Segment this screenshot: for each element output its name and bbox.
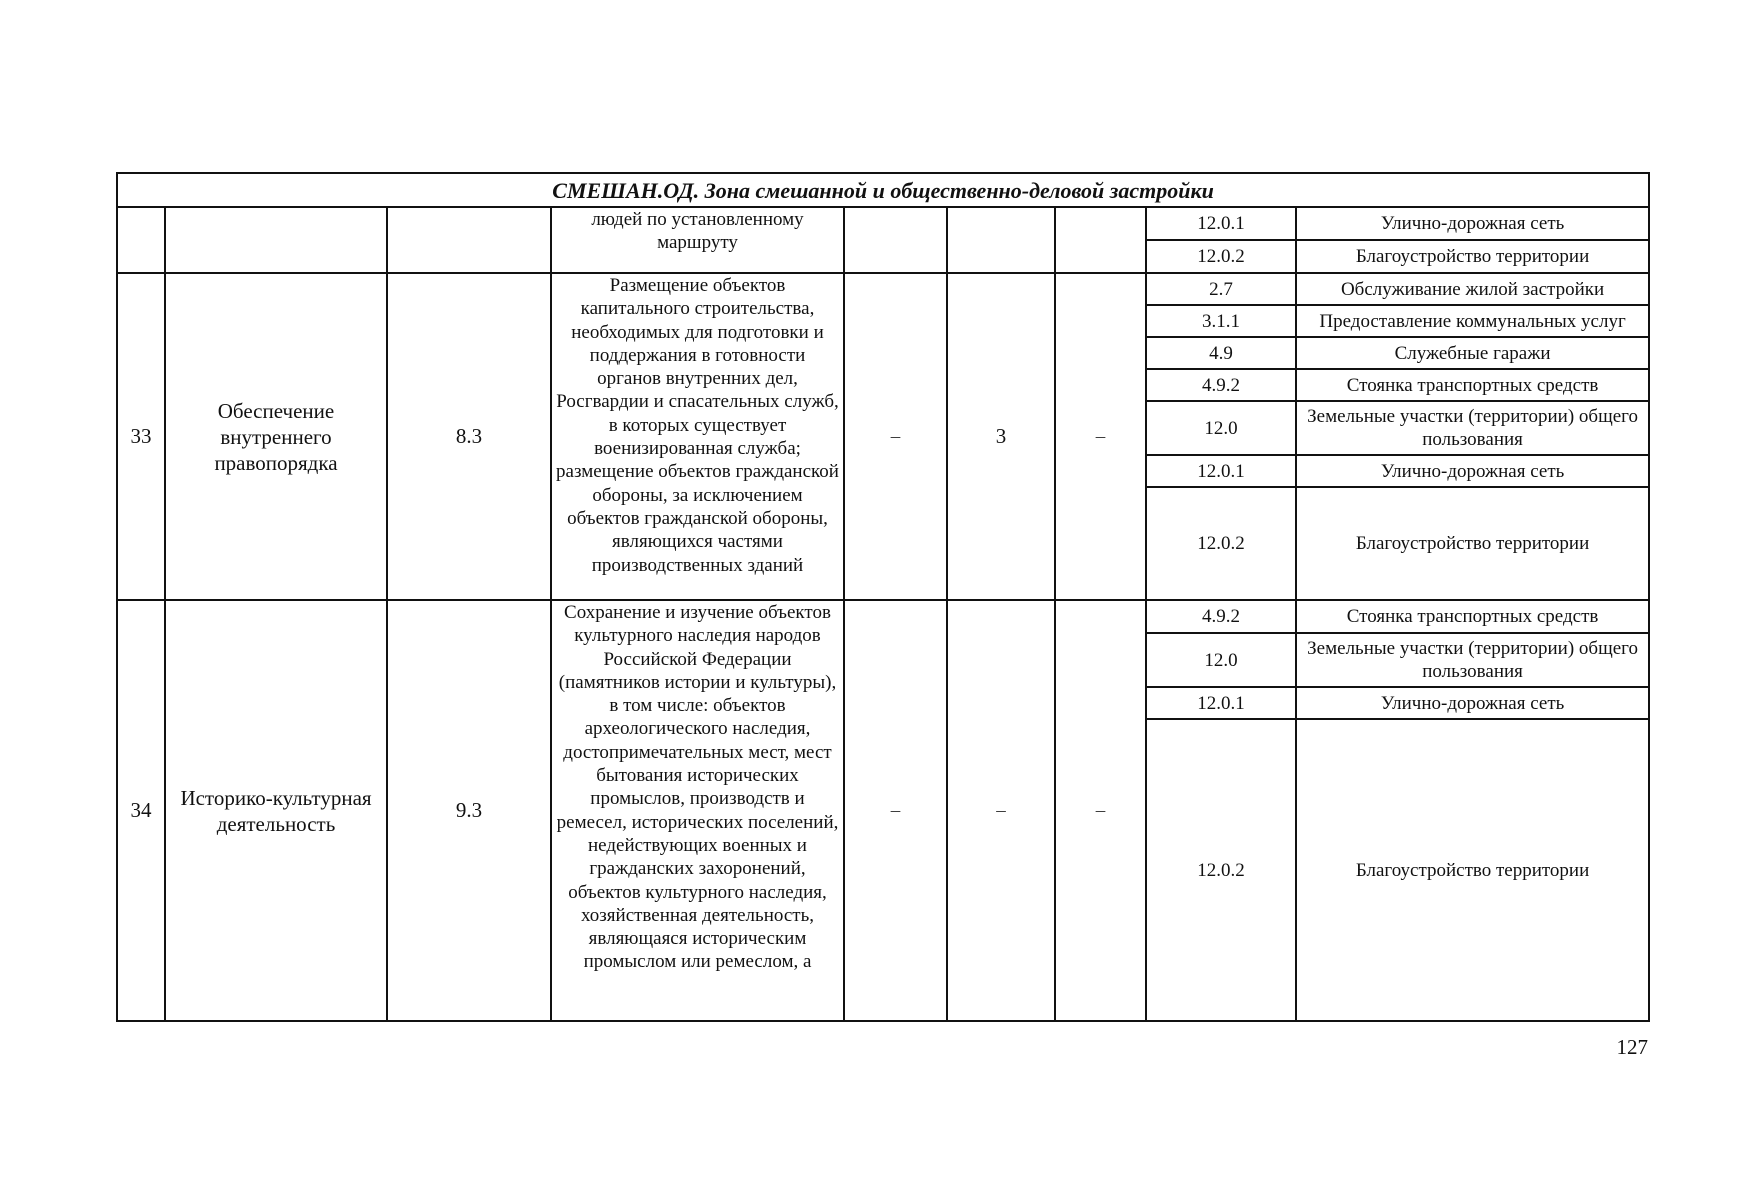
cell-code: 9.3 xyxy=(387,600,551,1021)
zoning-table xyxy=(116,172,1650,1022)
cell-col5: – xyxy=(844,273,947,600)
cell-name: Обеспечение внутреннего правопорядка xyxy=(165,273,387,600)
table-row xyxy=(117,600,1649,633)
vri-name: Благоустройство территории xyxy=(1296,240,1649,273)
vri-name: Благоустройство территории xyxy=(1296,719,1649,1021)
vri-name: Стоянка транспортных средств xyxy=(1296,369,1649,401)
cell-col7: – xyxy=(1055,600,1146,1021)
vri-code: 4.9.2 xyxy=(1146,369,1296,401)
cell-col6: – xyxy=(947,600,1055,1021)
cell-col7 xyxy=(1055,207,1146,273)
page-number: 127 xyxy=(1616,1035,1648,1059)
vri-name: Предоставление коммунальных услуг xyxy=(1296,305,1649,337)
table-title: СМЕШАН.ОД. Зона смешанной и общественно-деловой застройки xyxy=(117,173,1649,207)
cell-code xyxy=(387,207,551,273)
vri-code: 3.1.1 xyxy=(1146,305,1296,337)
cell-col5 xyxy=(844,207,947,273)
cell-num: 33 xyxy=(117,273,165,600)
table-title-row xyxy=(117,173,1649,207)
vri-name: Земельные участки (территории) общего пользования xyxy=(1296,633,1649,687)
cell-name: Историко-культурная деятельность xyxy=(165,600,387,1021)
vri-code: 12.0.1 xyxy=(1146,455,1296,487)
vri-name: Стоянка транспортных средств xyxy=(1296,600,1649,633)
vri-code: 12.0.2 xyxy=(1146,719,1296,1021)
cell-col6: 3 xyxy=(947,273,1055,600)
vri-name: Обслуживание жилой застройки xyxy=(1296,273,1649,305)
vri-code: 12.0.1 xyxy=(1146,207,1296,240)
vri-code: 2.7 xyxy=(1146,273,1296,305)
vri-code: 12.0.1 xyxy=(1146,687,1296,719)
vri-code: 4.9.2 xyxy=(1146,600,1296,633)
vri-name: Земельные участки (территории) общего пользования xyxy=(1296,401,1649,455)
vri-name: Благоустройство территории xyxy=(1296,487,1649,600)
cell-code: 8.3 xyxy=(387,273,551,600)
cell-description: Сохранение и изучение объектов культурного наследия народов Российской Федерации (памятников истории и культуры), в том числе: объектов археологического наследия, достопримечательных мест, мест бытования исторических промыслов, производств и ремесел, исторических поселений, недействующих военных и гражданских захоронений, объектов культурного наследия, хозяйственная деятельность, являющаяся историческим промыслом или ремеслом, а xyxy=(551,600,844,1021)
cell-name xyxy=(165,207,387,273)
table-row xyxy=(117,207,1649,240)
cell-num xyxy=(117,207,165,273)
vri-code: 12.0.2 xyxy=(1146,487,1296,600)
table-row xyxy=(117,273,1649,305)
vri-code: 12.0 xyxy=(1146,401,1296,455)
vri-name: Служебные гаражи xyxy=(1296,337,1649,369)
cell-col7: – xyxy=(1055,273,1146,600)
vri-code: 12.0 xyxy=(1146,633,1296,687)
vri-name: Улично-дорожная сеть xyxy=(1296,207,1649,240)
vri-name: Улично-дорожная сеть xyxy=(1296,455,1649,487)
vri-name: Улично-дорожная сеть xyxy=(1296,687,1649,719)
vri-code: 4.9 xyxy=(1146,337,1296,369)
cell-num: 34 xyxy=(117,600,165,1021)
cell-description: Размещение объектов капитального строительства, необходимых для подготовки и поддержания в готовности органов внутренних дел, Росгвардии и спасательных служб, в которых существует военизированная служба; размещение объектов гражданской обороны, за исключением объектов гражданской обороны, являющихся частями производственных зданий xyxy=(551,273,844,600)
cell-col5: – xyxy=(844,600,947,1021)
vri-code: 12.0.2 xyxy=(1146,240,1296,273)
cell-col6 xyxy=(947,207,1055,273)
cell-description: людей по установленному маршруту xyxy=(551,207,844,273)
